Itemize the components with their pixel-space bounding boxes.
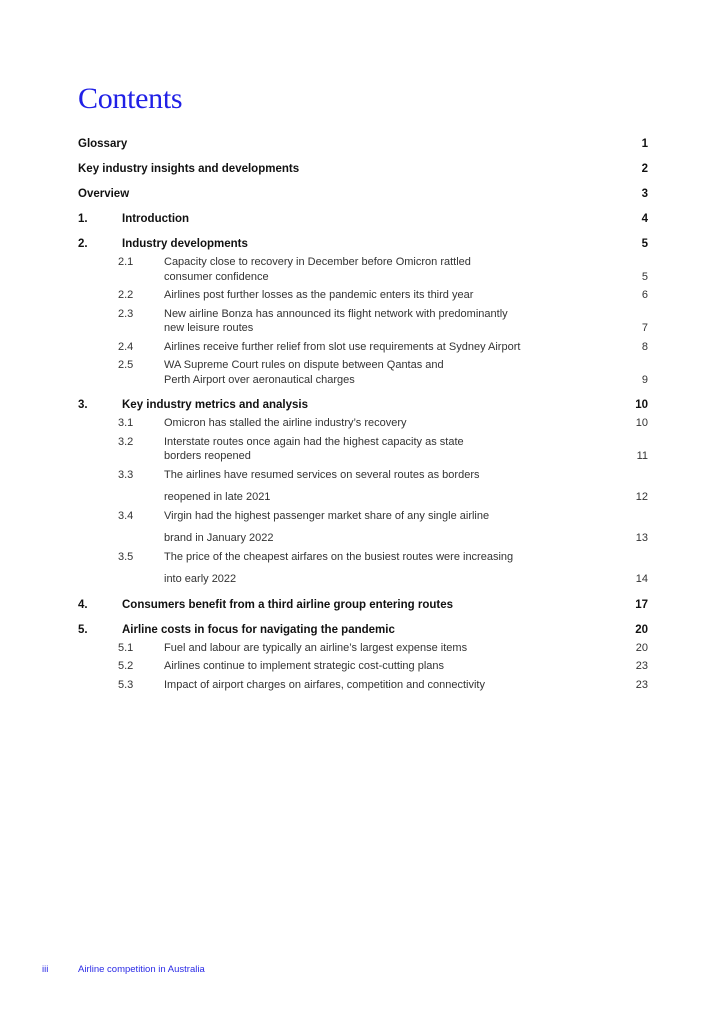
toc-section-number: 1. xyxy=(78,213,88,225)
toc-section-number: 3. xyxy=(78,399,88,411)
toc-section-3[interactable] xyxy=(78,398,648,412)
page-title: Contents xyxy=(78,82,183,115)
toc-entry-text: Overview xyxy=(78,188,130,200)
toc-subsection-2-4[interactable] xyxy=(78,340,648,355)
toc-subsection-text: Capacity close to recovery in December before Omicron rattled consumer confidence xyxy=(164,256,471,283)
toc-subsection-3-2[interactable] xyxy=(78,435,648,464)
toc-section-number: 2. xyxy=(78,238,88,250)
toc-subsection-number: 2.5 xyxy=(118,359,134,371)
toc-entry-text: Glossary xyxy=(78,138,128,150)
toc-subsection-number: 3.1 xyxy=(118,417,134,429)
toc-subsection-3-3[interactable] xyxy=(78,468,648,505)
toc-section-4[interactable] xyxy=(78,598,648,612)
toc-subsection-number: 5.1 xyxy=(118,641,134,654)
toc-subsection-number: 3.2 xyxy=(118,435,134,448)
toc-page-number: 17 xyxy=(635,598,648,611)
toc-subsection-text: Impact of airport charges on airfares, competition and connectivity xyxy=(164,678,485,691)
toc-subsection-text: WA Supreme Court rules on dispute between Qantas and Perth Airport over aeronautical charges xyxy=(164,359,444,386)
toc-subsection-number: 2.2 xyxy=(118,289,134,301)
toc-subsection-number: 3.5 xyxy=(118,550,134,563)
toc-subsection-text: Airlines post further losses as the pandemic enters its third year xyxy=(164,289,474,301)
toc-page-number: 3 xyxy=(641,188,648,200)
toc-entry-overview[interactable] xyxy=(78,187,648,201)
toc-subsection-2-1[interactable] xyxy=(78,255,648,284)
toc-section-2[interactable] xyxy=(78,237,648,251)
toc-page-number: 4 xyxy=(641,213,648,225)
toc-subsection-number: 2.3 xyxy=(118,307,134,320)
toc-subsection-5-2[interactable] xyxy=(78,659,648,674)
toc-section-number: 5. xyxy=(78,623,88,636)
toc-subsection-text: Airlines continue to implement strategic cost-cutting plans xyxy=(164,660,445,672)
toc-page-number: 20 xyxy=(635,623,648,636)
toc-subsection-5-3[interactable] xyxy=(78,678,648,693)
toc-entry-text: Airline costs in focus for navigating the pandemic xyxy=(122,623,395,636)
toc-subsection-number: 3.4 xyxy=(118,509,134,522)
toc-page-number: 20 xyxy=(635,641,648,654)
toc-entry-text: Industry developments xyxy=(122,238,248,250)
toc-subsection-2-5[interactable] xyxy=(78,358,648,387)
toc-entry-text: Consumers benefit from a third airline group entering routes xyxy=(122,598,453,611)
toc-section-5[interactable] xyxy=(78,623,648,637)
toc-page-number: 5 xyxy=(641,270,648,283)
toc-page-number: 7 xyxy=(641,322,648,334)
toc-subsection-5-1[interactable] xyxy=(78,641,648,656)
toc-subsection-2-3[interactable] xyxy=(78,307,648,336)
toc-entry-insights[interactable] xyxy=(78,162,648,176)
toc-subsection-3-5[interactable] xyxy=(78,550,648,587)
toc-page-number: 10 xyxy=(635,417,648,429)
toc-subsection-text: Fuel and labour are typically an airline’s largest expense items xyxy=(164,641,468,654)
toc-page-number: 1 xyxy=(641,138,648,150)
toc-page-number: 9 xyxy=(641,373,648,386)
toc-subsection-number: 2.1 xyxy=(118,256,134,268)
footer-document-title: Airline competition in Australia xyxy=(78,964,205,975)
toc-page-number: 23 xyxy=(635,678,648,691)
toc-page-number: 13 xyxy=(635,532,648,544)
toc-subsection-text: The price of the cheapest airfares on the busiest routes were increasing into early 2022 xyxy=(164,550,514,585)
toc-entry-text: Introduction xyxy=(122,213,190,225)
toc-section-number: 4. xyxy=(78,598,88,611)
toc-subsection-text: Virgin had the highest passenger market share of any single airline brand in January 2022 xyxy=(164,509,490,544)
toc-entry-glossary[interactable] xyxy=(78,137,648,151)
toc-page-number: 5 xyxy=(641,238,648,250)
toc-subsection-2-2[interactable] xyxy=(78,288,648,303)
toc-entry-text: Key industry insights and developments xyxy=(78,163,300,175)
toc-subsection-text: Omicron has stalled the airline industry’s recovery xyxy=(164,417,407,429)
toc-page-number: 23 xyxy=(635,660,648,672)
toc-page-number: 12 xyxy=(635,491,648,503)
toc-subsection-3-1[interactable] xyxy=(78,416,648,431)
toc-subsection-text: The airlines have resumed services on several routes as borders reopened in late 2021 xyxy=(164,468,480,503)
toc-subsection-number: 2.4 xyxy=(118,340,134,353)
toc-page-number: 14 xyxy=(635,573,648,585)
toc-subsection-text: New airline Bonza has announced its flight network with predominantly new leisure routes xyxy=(164,307,508,334)
toc-section-1[interactable] xyxy=(78,212,648,226)
toc-subsection-number: 3.3 xyxy=(118,468,134,481)
toc-page-number: 8 xyxy=(641,340,648,353)
page-footer xyxy=(42,964,205,975)
toc-entry-text: Key industry metrics and analysis xyxy=(122,399,308,411)
toc-subsection-number: 5.2 xyxy=(118,660,134,672)
toc-subsection-text: Airlines receive further relief from slot use requirements at Sydney Airport xyxy=(164,340,521,353)
toc-subsection-3-4[interactable] xyxy=(78,509,648,546)
toc-page-number: 6 xyxy=(641,289,648,301)
footer-page-number: iii xyxy=(42,964,49,975)
toc-subsection-text: Interstate routes once again had the highest capacity as state borders reopened xyxy=(164,435,464,462)
toc-page-number: 10 xyxy=(635,399,648,411)
toc-page-number: 11 xyxy=(636,450,648,462)
table-of-contents xyxy=(78,134,648,692)
toc-subsection-number: 5.3 xyxy=(118,678,134,691)
toc-page-number: 2 xyxy=(641,163,648,175)
